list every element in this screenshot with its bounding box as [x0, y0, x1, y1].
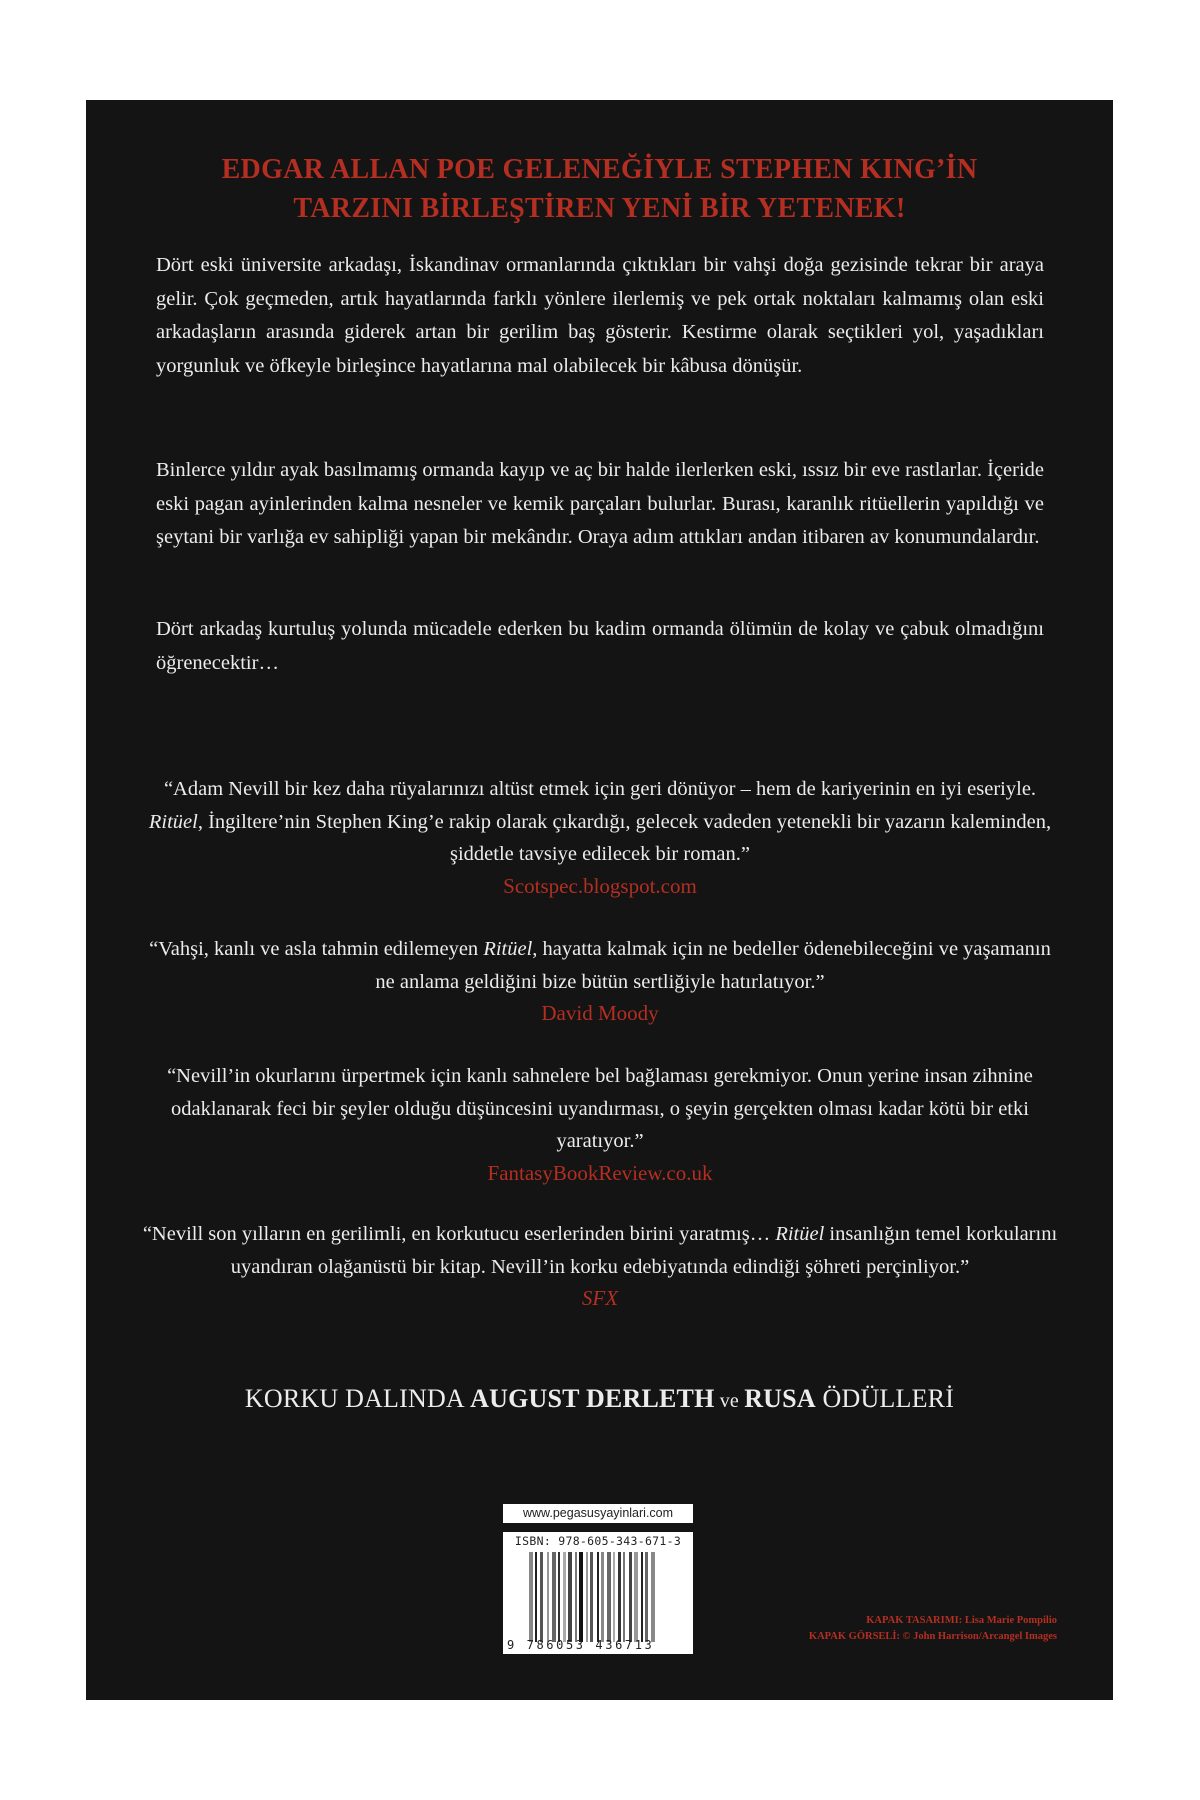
quote-text: “Nevill son yılların en gerilimli, en korkutucu eserlerinden birini yaratmış… [142, 1223, 776, 1245]
quote-source: Scotspec.blogspot.com [503, 873, 697, 898]
quote-text: , hayatta kalmak için ne bedeller ödenebileceğini ve yaşamanın ne anlama geldiğini bize bütün sertliğiyle hatırlatıyor.” [375, 938, 1051, 993]
synopsis-paragraph-2: Binlerce yıldır ayak basılmamış ormanda kayıp ve aç bir halde ilerlerken eski, ıssız bir eve rastlarlar. İçeride eski pagan ayinlerinden kalma nesneler ve kemik parçaları bulurlar. Burası, karanlık ritüellerin yapıldığı ve şeytani bir varlığa ev sahipliği yapan bir mekândır. Oraya adım attıkları andan itibaren av konumundalardır. [156, 459, 1044, 548]
quote-source: David Moody [541, 1001, 659, 1025]
award-suffix: ÖDÜLLERİ [815, 1384, 955, 1413]
quote-text: insanlığın temel korkularını uyandıran olağanüstü bir kitap. Nevill’in korku edebiyatında edindiği şöhreti perçinliyor.” [230, 1223, 1058, 1278]
review-quote-1 [140, 773, 1060, 901]
publisher-website: www.pegasusyayinlari.com [503, 1504, 693, 1523]
tagline-line-1: EDGAR ALLAN POE GELENEĞİYLE STEPHEN KING’İN [221, 154, 978, 185]
award-conjunction: ve [714, 1390, 745, 1412]
award-line [86, 1384, 1113, 1414]
quote-source: FantasyBookReview.co.uk [487, 1160, 713, 1185]
quote-source: SFX [581, 1286, 619, 1310]
cover-image-credit: KAPAK GÖRSELİ: © John Harrison/Arcangel Images [808, 1631, 1057, 1642]
tagline-heading [86, 150, 1113, 228]
synopsis-paragraph-1: Dört eski üniversite arkadaşı, İskandinav ormanlarında çıktıkları bir vahşi doğa gezisinde tekrar bir araya gelir. Çok geçmeden, artık hayatlarında farklı yönlere ilerlemiş ve pek ortak noktaları kalmamış olan eski arkadaşların arasında giderek artan bir gerilim baş gösterir. Kestirme olarak seçtikleri yol, yaşadıkları yorgunluk ve öfkeyle birleşince hayatlarına mal olabilecek bir kâbusa dönüşür. [156, 254, 1044, 377]
tagline-line-2: TARZINI BİRLEŞTİREN YENİ BİR YETENEK! [293, 193, 906, 224]
review-quote-2 [140, 933, 1060, 1028]
barcode-bars [529, 1552, 679, 1642]
award-prefix: KORKU DALINDA [244, 1384, 471, 1413]
quote-text: , İngiltere’nin Stephen King’e rakip olarak çıkardığı, gelecek vadeden yetenekli bir yazarın kaleminden, şiddetle tavsiye edilecek bir roman.” [197, 810, 1052, 865]
book-title: Ritüel [148, 810, 198, 833]
award-name-1: AUGUST DERLETH [470, 1384, 715, 1413]
quote-text: “Vahşi, kanlı ve asla tahmin edilemeyen [149, 938, 484, 960]
isbn-label: ISBN: 978-605-343-671-3 [514, 1534, 682, 1548]
review-quote-3 [140, 1060, 1060, 1188]
award-name-2: RUSA [744, 1384, 816, 1413]
review-quote-4 [140, 1218, 1060, 1313]
cover-design-credit: KAPAK TASARIMI: Lisa Marie Pompilio [866, 1615, 1057, 1626]
book-title: Ritüel [483, 938, 533, 960]
quote-text: “Nevill’in okurlarını ürpertmek için kanlı sahnelere bel bağlaması gerekmiyor. Onun yerine insan zihnine odaklanarak feci bir şeyler olduğu düşüncesini uyandırması, o şeyin gerçekten olması kadar kötü bir etki yaratıyor.” [167, 1065, 1033, 1152]
book-title: Ritüel [775, 1223, 825, 1245]
synopsis-paragraph-3: Dört arkadaş kurtuluş yolunda mücadele ederken bu kadim ormanda ölümün de kolay ve çabuk olmadığını öğrenecektir… [156, 618, 1044, 674]
isbn-barcode [503, 1532, 693, 1654]
barcode-digits: 9 786053 436713 [507, 1638, 655, 1652]
cover-credits [752, 1613, 1057, 1645]
quote-text: “Adam Nevill bir kez daha rüyalarınızı altüst etmek için geri dönüyor – hem de kariyerinin en iyi eseriyle. [163, 778, 1037, 800]
